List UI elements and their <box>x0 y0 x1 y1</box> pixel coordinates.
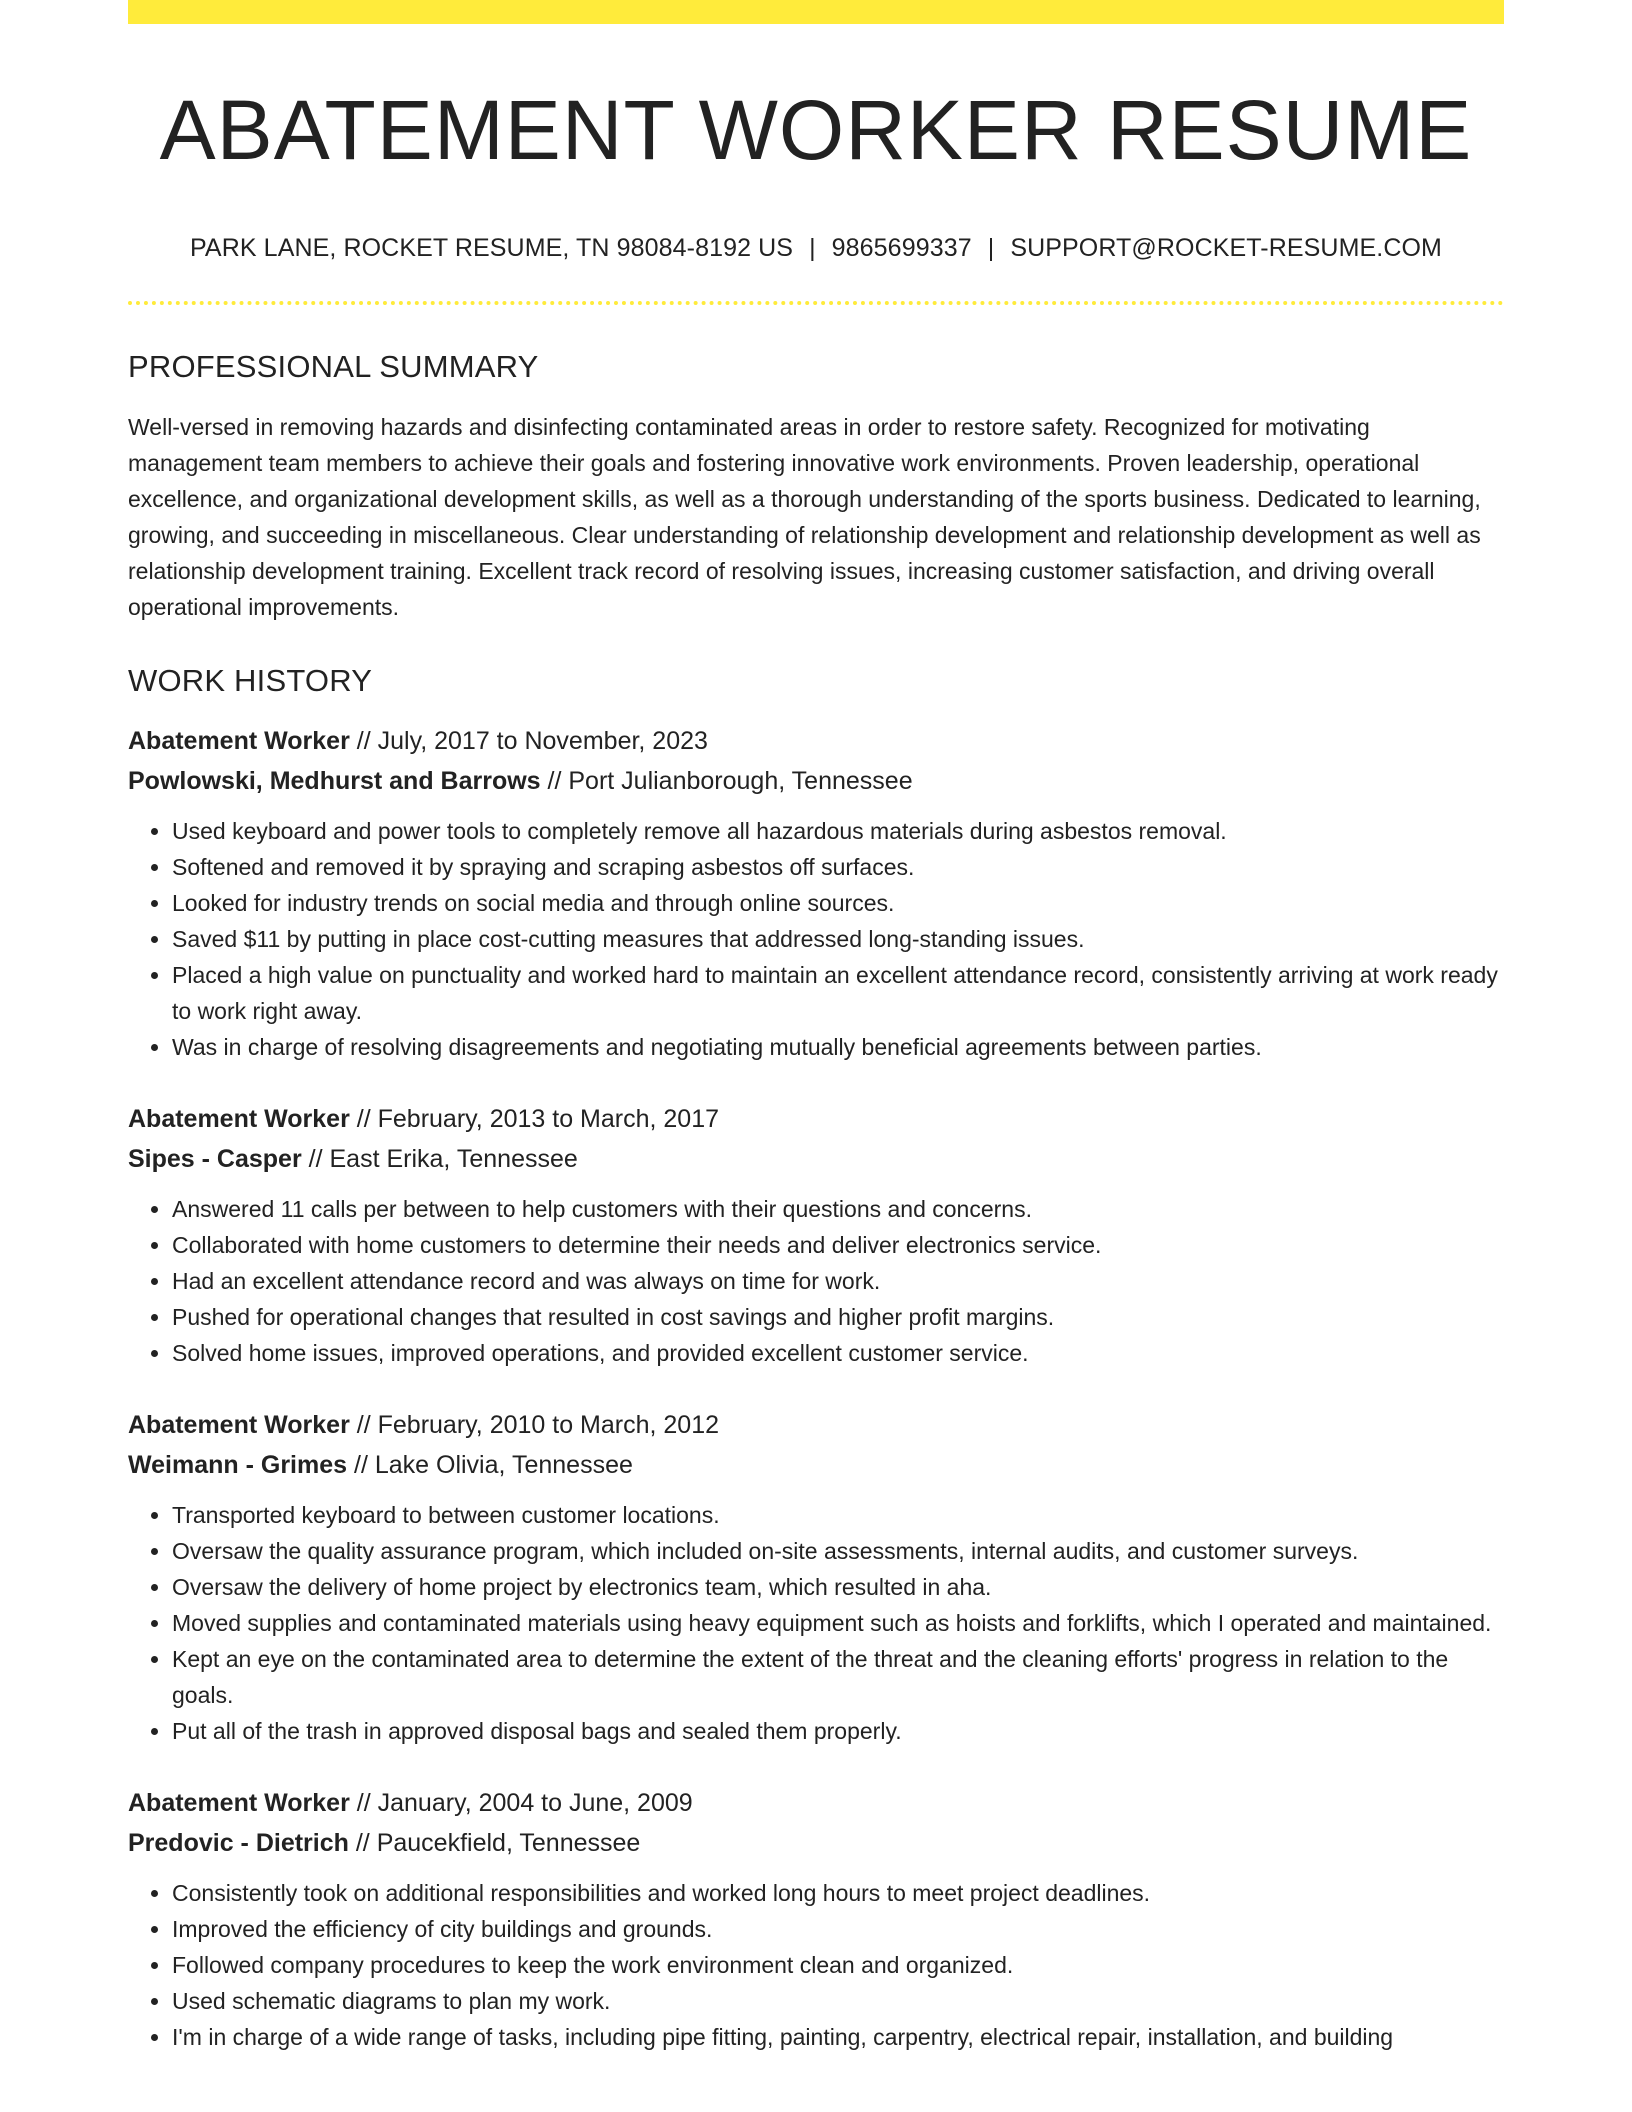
delimiter: // <box>349 1105 378 1134</box>
delimiter: // <box>349 727 378 756</box>
delimiter: // <box>301 1145 330 1174</box>
job-bullet: • Used keyboard and power tools to completely remove all hazardous materials during asbestos removal. <box>172 813 1504 849</box>
job-dates: February, 2010 to March, 2012 <box>377 1411 720 1440</box>
job-bullet-list <box>128 1497 1504 1749</box>
job-company: Predovic - Dietrich <box>128 1829 349 1858</box>
job-entry <box>128 721 1504 1065</box>
job-location: Lake Olivia, Tennessee <box>374 1451 633 1480</box>
job-bullet: • Saved $11 by putting in place cost-cutting measures that addressed long-standing issues. <box>172 921 1504 957</box>
job-bullet: • Had an excellent attendance record and was always on time for work. <box>172 1263 1504 1299</box>
resume-page <box>128 0 1504 2055</box>
job-title-line <box>128 721 1504 761</box>
delimiter: // <box>347 1451 375 1480</box>
delimiter: // <box>348 1829 377 1858</box>
work-history-list <box>128 721 1504 2055</box>
job-company-line <box>128 761 1504 801</box>
job-bullet: • Softened and removed it by spraying and scraping asbestos off surfaces. <box>172 849 1504 885</box>
job-bullet: • Followed company procedures to keep the work environment clean and organized. <box>172 1947 1504 1983</box>
contact-email: SUPPORT@ROCKET-RESUME.COM <box>1010 234 1442 263</box>
job-title: Abatement Worker <box>128 1789 350 1818</box>
dotted-divider <box>128 301 1504 305</box>
job-bullet: • I'm in charge of a wide range of tasks, including pipe fitting, painting, carpentry, electrical repair, installation, and building <box>172 2019 1504 2055</box>
job-title-line <box>128 1783 1504 1823</box>
delimiter: // <box>349 1411 378 1440</box>
contact-separator: | <box>809 234 816 263</box>
job-bullet: • Put all of the trash in approved disposal bags and sealed them properly. <box>172 1713 1504 1749</box>
job-bullet: • Kept an eye on the contaminated area to determine the extent of the threat and the cleaning efforts' progress in relation to the goals. <box>172 1641 1504 1713</box>
contact-line <box>128 234 1504 263</box>
job-bullet: • Answered 11 calls per between to help customers with their questions and concerns. <box>172 1191 1504 1227</box>
delimiter: // <box>349 1789 378 1818</box>
job-bullet: • Consistently took on additional responsibilities and worked long hours to meet project deadlines. <box>172 1875 1504 1911</box>
job-bullet: • Looked for industry trends on social media and through online sources. <box>172 885 1504 921</box>
job-company-line <box>128 1823 1504 1863</box>
job-company: Powlowski, Medhurst and Barrows <box>128 767 541 796</box>
job-title-line <box>128 1099 1504 1139</box>
summary-heading: PROFESSIONAL SUMMARY <box>128 349 539 385</box>
job-entry <box>128 1783 1504 2055</box>
job-bullet: • Solved home issues, improved operations, and provided excellent customer service. <box>172 1335 1504 1371</box>
contact-phone: 9865699337 <box>831 234 972 263</box>
delimiter: // <box>540 767 569 796</box>
top-accent-bar <box>128 0 1504 24</box>
job-dates: February, 2013 to March, 2017 <box>377 1105 720 1134</box>
job-company: Sipes - Casper <box>128 1145 302 1174</box>
job-bullet: • Moved supplies and contaminated materials using heavy equipment such as hoists and forklifts, which I operated and maintained. <box>172 1605 1504 1641</box>
job-company-line <box>128 1139 1504 1179</box>
job-bullet: • Used schematic diagrams to plan my work. <box>172 1983 1504 2019</box>
contact-separator: | <box>987 234 995 263</box>
job-bullet: • Placed a high value on punctuality and worked hard to maintain an excellent attendance record, consistently arriving at work ready to work right away. <box>172 957 1504 1029</box>
job-bullet: • Pushed for operational changes that resulted in cost savings and higher profit margins. <box>172 1299 1504 1335</box>
job-company: Weimann - Grimes <box>128 1451 348 1480</box>
job-title: Abatement Worker <box>128 1105 350 1134</box>
job-bullet-list <box>128 1191 1504 1371</box>
job-entry <box>128 1405 1504 1749</box>
job-title: Abatement Worker <box>128 727 350 756</box>
job-dates: July, 2017 to November, 2023 <box>377 727 708 756</box>
job-bullet: • Collaborated with home customers to determine their needs and deliver electronics service. <box>172 1227 1504 1263</box>
job-bullet: • Transported keyboard to between customer locations. <box>172 1497 1504 1533</box>
job-bullet: • Oversaw the quality assurance program, which included on-site assessments, internal audits, and customer surveys. <box>172 1533 1504 1569</box>
job-location: Port Julianborough, Tennessee <box>568 767 913 796</box>
job-bullet-list <box>128 1875 1504 2055</box>
job-title-line <box>128 1405 1504 1445</box>
job-dates: January, 2004 to June, 2009 <box>377 1789 693 1818</box>
contact-address: PARK LANE, ROCKET RESUME, TN 98084-8192 US <box>190 234 794 263</box>
resume-title: ABATEMENT WORKER RESUME <box>159 83 1473 177</box>
job-location: East Erika, Tennessee <box>329 1145 578 1174</box>
job-bullet: • Was in charge of resolving disagreements and negotiating mutually beneficial agreements between parties. <box>172 1029 1504 1065</box>
job-bullet: • Improved the efficiency of city buildings and grounds. <box>172 1911 1504 1947</box>
job-entry <box>128 1099 1504 1371</box>
work-history-heading: WORK HISTORY <box>128 663 373 699</box>
job-location: Paucekfield, Tennessee <box>376 1829 641 1858</box>
job-bullet-list <box>128 813 1504 1065</box>
summary-text: Well-versed in removing hazards and disinfecting contaminated areas in order to restore safety. Recognized for motivating management team members to achieve their goals and fostering innovative work environments. Proven leadership, operational excellence, and organizational development skills, as well as a thorough understanding of the sports business. Dedicated to learning, growing, and succeeding in miscellaneous. Clear understanding of relationship development and relationship development as well as relationship development training. Excellent track record of resolving issues, increasing customer satisfaction, and driving overall operational improvements. <box>128 414 1481 621</box>
job-title: Abatement Worker <box>128 1411 350 1440</box>
job-company-line <box>128 1445 1504 1485</box>
job-bullet: • Oversaw the delivery of home project by electronics team, which resulted in aha. <box>172 1569 1504 1605</box>
